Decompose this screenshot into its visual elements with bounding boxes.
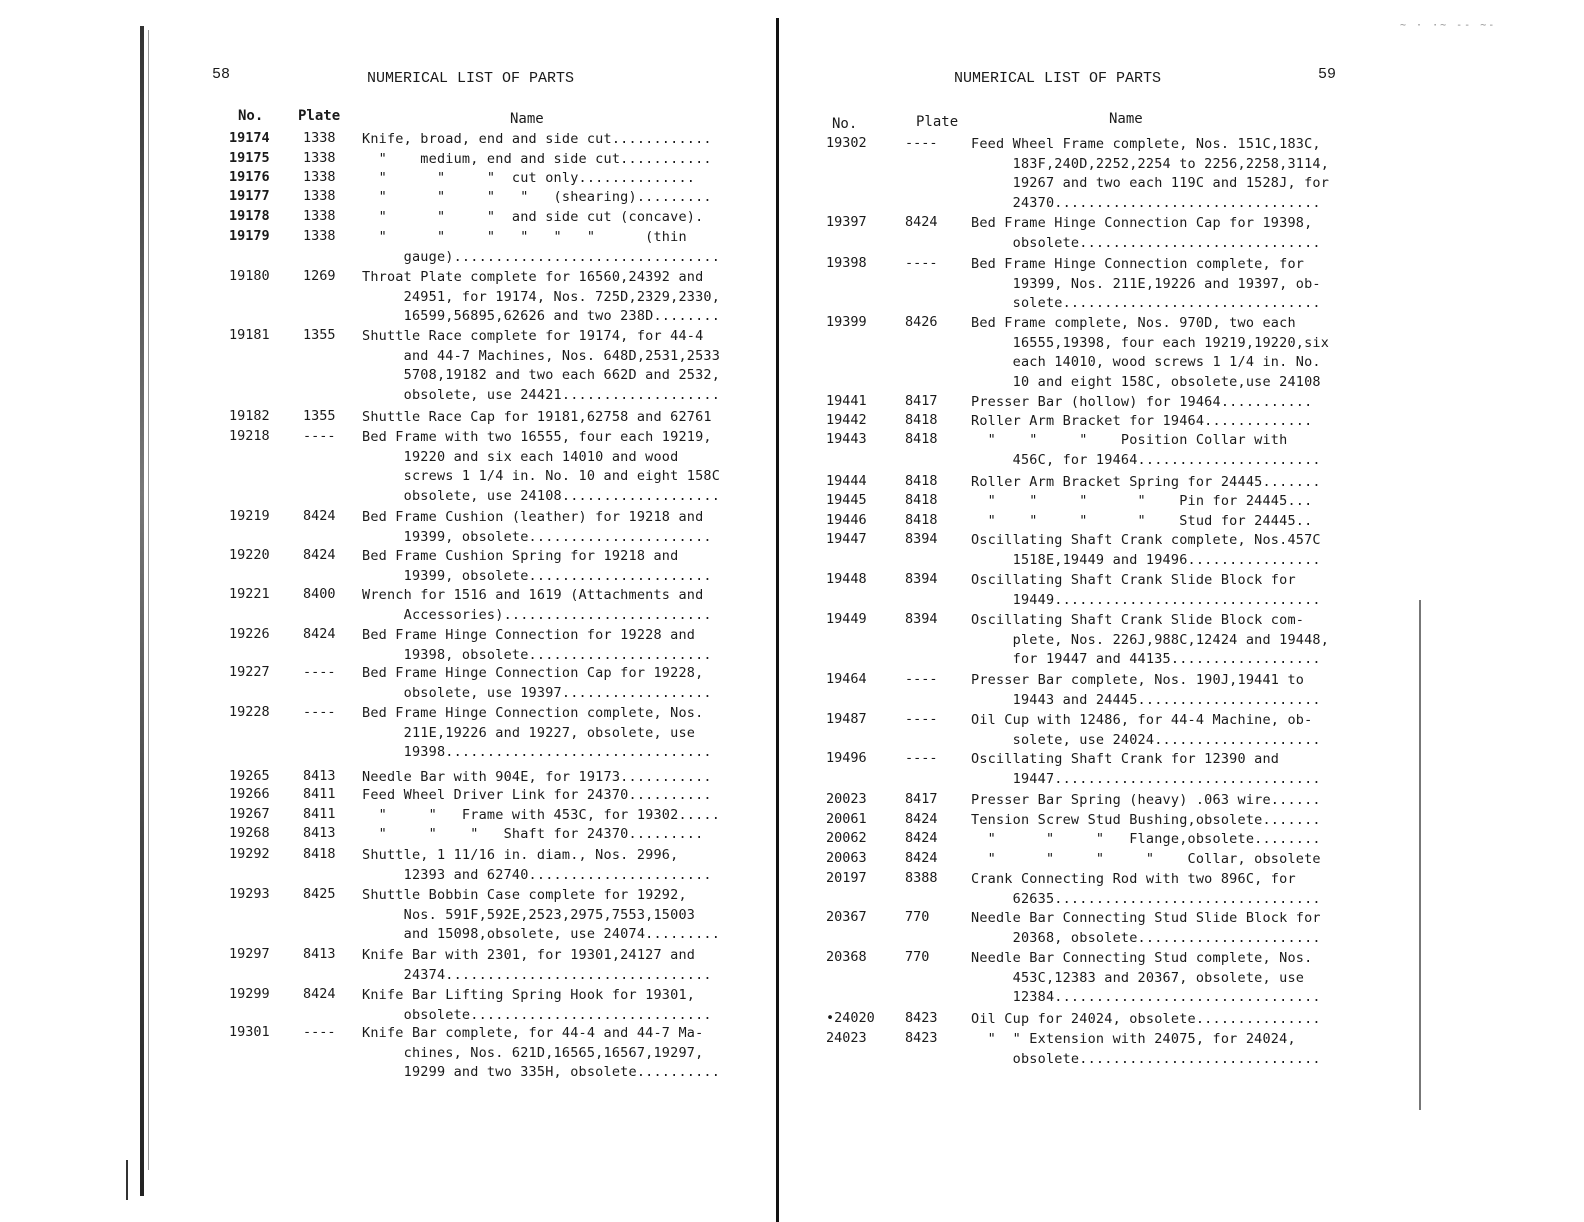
part-name-line: obsolete............................. — [971, 1050, 1321, 1067]
part-name — [971, 949, 1321, 1008]
part-name-line: Roller Arm Bracket Spring for 24445....... — [971, 474, 1321, 490]
plate-number: 1338 — [303, 208, 336, 224]
part-name — [971, 870, 1321, 909]
part-name-line: Bed Frame with two 16555, four each 19219, — [362, 429, 712, 445]
plate-number: 770 — [905, 949, 930, 965]
part-name-line: 12384................................ — [971, 989, 1321, 1006]
plate-number: 8423 — [905, 1010, 938, 1026]
part-number: 19496 — [826, 750, 867, 766]
part-number: 19226 — [229, 626, 270, 642]
plate-number: 8413 — [303, 825, 336, 841]
part-name-line: 183F,240D,2252,2254 to 2256,2258,3114, — [971, 155, 1330, 172]
plate-number: 1355 — [303, 408, 336, 424]
part-name — [362, 768, 712, 788]
part-name-line: Shuttle Race Cap for 19181,62758 and 62761 — [362, 409, 712, 425]
part-name — [971, 314, 1329, 392]
part-name-line: 62635................................ — [971, 890, 1321, 907]
part-name-line: Knife Bar with 2301, for 19301,24127 and — [362, 947, 696, 963]
plate-number: ---- — [303, 664, 336, 680]
part-name-line: Oil Cup with 12486, for 44-4 Machine, ob- — [971, 712, 1313, 728]
plate-number: 1338 — [303, 169, 336, 185]
part-name-line: 19398................................ — [362, 744, 712, 761]
part-number: 19221 — [229, 586, 270, 602]
plate-number: 8424 — [905, 850, 938, 866]
running-head: NUMERICAL LIST OF PARTS — [367, 70, 575, 87]
part-name — [971, 811, 1321, 831]
part-name-line: Shuttle Bobbin Case complete for 19292, — [362, 887, 687, 903]
part-name-line: Knife, broad, end and side cut............ — [362, 131, 712, 147]
plate-number: ---- — [303, 704, 336, 720]
part-name-line: 19399, Nos. 211E,19226 and 19397, ob- — [971, 275, 1321, 292]
part-name — [362, 704, 712, 763]
part-name-line: screws 1 1/4 in. No. 10 and eight 158C — [362, 468, 721, 485]
part-name-line: Bed Frame Hinge Connection complete, for — [971, 256, 1305, 272]
part-name-line: Nos. 591F,592E,2523,2975,7553,15003 — [362, 906, 696, 923]
part-name-line: obsolete, use 19397.................. — [362, 684, 712, 701]
page-number: 59 — [1318, 66, 1337, 83]
part-number: 19174 — [229, 130, 270, 146]
part-name-line: solete, use 24024.................... — [971, 731, 1321, 748]
part-number: 19220 — [229, 547, 270, 563]
part-name-line: " " " Flange,obsolete........ — [971, 831, 1321, 847]
part-name — [362, 327, 720, 405]
part-name — [971, 214, 1321, 253]
part-number: 19228 — [229, 704, 270, 720]
part-name-line: Crank Connecting Rod with two 896C, for — [971, 871, 1296, 887]
plate-number: ---- — [905, 750, 938, 766]
column-header-no: No. — [238, 108, 264, 124]
plate-number: ---- — [905, 255, 938, 271]
part-number: 20062 — [826, 830, 867, 846]
part-number: 19448 — [826, 571, 867, 587]
part-number: 24023 — [826, 1030, 867, 1046]
part-number: 19449 — [826, 611, 867, 627]
part-name — [362, 886, 720, 945]
plate-number: 1338 — [303, 150, 336, 166]
part-name-line: Knife Bar Lifting Spring Hook for 19301, — [362, 987, 696, 1003]
plate-number: 8411 — [303, 806, 336, 822]
part-name — [971, 431, 1321, 470]
part-name-line: Bed Frame Hinge Connection Cap for 19228, — [362, 665, 704, 681]
part-name-line: obsolete............................. — [362, 1006, 712, 1023]
part-name-line: 19447................................ — [971, 770, 1321, 787]
part-name — [971, 135, 1329, 213]
plate-number: 8417 — [905, 791, 938, 807]
part-name — [971, 750, 1321, 789]
part-number: 19301 — [229, 1024, 270, 1040]
part-name-line: Feed Wheel Driver Link for 24370.......... — [362, 787, 712, 803]
part-name-line: Needle Bar with 904E, for 19173........... — [362, 769, 712, 785]
part-name — [362, 806, 720, 826]
plate-number: 8418 — [905, 512, 938, 528]
part-name-line: 16599,56895,62626 and two 238D........ — [362, 308, 721, 325]
part-name-line: Shuttle Race complete for 19174, for 44-4 — [362, 328, 704, 344]
part-name-line: 19299 and two 335H, obsolete.......... — [362, 1064, 721, 1081]
column-header-name: Name — [510, 111, 544, 127]
part-name-line: 12393 and 62740...................... — [362, 866, 712, 883]
part-name — [362, 1024, 720, 1083]
part-name — [362, 946, 712, 985]
part-number: 19299 — [229, 986, 270, 1002]
part-name-line: Throat Plate complete for 16560,24392 and — [362, 269, 704, 285]
plate-number: 8423 — [905, 1030, 938, 1046]
part-name — [362, 130, 712, 150]
part-number: 19267 — [229, 806, 270, 822]
part-name — [362, 508, 712, 547]
plate-number: ---- — [905, 671, 938, 687]
part-name — [362, 825, 703, 845]
part-name-line: 20368, obsolete...................... — [971, 929, 1321, 946]
plate-number: 1269 — [303, 268, 336, 284]
part-name-line: " medium, end and side cut........... — [362, 151, 712, 167]
part-name — [971, 571, 1321, 610]
part-name — [971, 473, 1321, 493]
part-number: 19180 — [229, 268, 270, 284]
part-number: 19397 — [826, 214, 867, 230]
part-number: 19445 — [826, 492, 867, 508]
part-name-line: Needle Bar Connecting Stud Slide Block for — [971, 910, 1321, 926]
part-number: 19302 — [826, 135, 867, 151]
part-name-line: 5708,19182 and two each 662D and 2532, — [362, 367, 721, 384]
part-name-line: Oscillating Shaft Crank Slide Block com- — [971, 612, 1305, 628]
plate-number: 8424 — [905, 214, 938, 230]
plate-number: 8424 — [905, 830, 938, 846]
part-number: 19175 — [229, 150, 270, 166]
part-number: 19177 — [229, 188, 270, 204]
plate-number: 1355 — [303, 327, 336, 343]
part-name-line: Knife Bar complete, for 44-4 and 44-7 Ma- — [362, 1025, 704, 1041]
plate-number: ---- — [303, 1024, 336, 1040]
part-name — [971, 512, 1312, 532]
part-number: 19178 — [229, 208, 270, 224]
part-number: 19444 — [826, 473, 867, 489]
part-number: 19464 — [826, 671, 867, 687]
part-name — [362, 169, 695, 189]
plate-number: ---- — [303, 428, 336, 444]
part-name-line: Wrench for 1516 and 1619 (Attachments and — [362, 587, 704, 603]
part-name — [362, 150, 712, 170]
part-name-line: " " " Shaft for 24370......... — [362, 826, 704, 842]
part-name — [362, 626, 712, 665]
part-number: 20023 — [826, 791, 867, 807]
part-name-line: " " " and side cut (concave). — [362, 209, 704, 225]
part-number: 19266 — [229, 786, 270, 802]
part-name-line: Oil Cup for 24024, obsolete............... — [971, 1011, 1321, 1027]
part-name-line: 24374................................ — [362, 966, 712, 983]
part-name-line: " " Frame with 453C, for 19302..... — [362, 807, 721, 823]
part-name-line: " " Extension with 24075, for 24024, — [971, 1031, 1296, 1047]
plate-number: 1338 — [303, 130, 336, 146]
left-page — [0, 0, 775, 1222]
part-number: 20063 — [826, 850, 867, 866]
part-name-line: Roller Arm Bracket for 19464............. — [971, 413, 1313, 429]
part-name-line: 24951, for 19174, Nos. 725D,2329,2330, — [362, 288, 721, 305]
part-name-line: 453C,12383 and 20367, obsolete, use — [971, 969, 1305, 986]
part-number: 19292 — [229, 846, 270, 862]
part-name — [362, 664, 712, 703]
plate-number: 8424 — [905, 811, 938, 827]
running-head: NUMERICAL LIST OF PARTS — [954, 70, 1162, 87]
part-name-line: 19398, obsolete...................... — [362, 646, 712, 663]
part-name-line: " " " " " " (thin — [362, 229, 687, 245]
part-name-line: Feed Wheel Frame complete, Nos. 151C,183C, — [971, 136, 1321, 152]
part-number: 19176 — [229, 169, 270, 185]
plate-number: 8417 — [905, 393, 938, 409]
part-name-line: and 44-7 Machines, Nos. 648D,2531,2533 — [362, 347, 721, 364]
part-name-line: " " " Position Collar with — [971, 432, 1288, 448]
part-name-line: " " " cut only.............. — [362, 170, 696, 186]
part-name-line: 1518E,19449 and 19496................ — [971, 551, 1321, 568]
column-header-no: No. — [832, 116, 858, 132]
plate-number: ---- — [905, 135, 938, 151]
part-number: 19441 — [826, 393, 867, 409]
part-name — [971, 791, 1321, 811]
part-name — [971, 412, 1312, 432]
part-number: 19268 — [229, 825, 270, 841]
plate-number: 8418 — [303, 846, 336, 862]
part-name — [362, 228, 720, 267]
plate-number: 8424 — [303, 626, 336, 642]
plate-number: 8400 — [303, 586, 336, 602]
part-number: 19446 — [826, 512, 867, 528]
part-number: 19218 — [229, 428, 270, 444]
part-number: 19227 — [229, 664, 270, 680]
part-name-line: " " " " Stud for 24445.. — [971, 513, 1313, 529]
part-name-line: Accessories)......................... — [362, 606, 712, 623]
plate-number: 8418 — [905, 412, 938, 428]
part-number: 19447 — [826, 531, 867, 547]
part-name-line: plete, Nos. 226J,988C,12424 and 19448, — [971, 631, 1330, 648]
part-name-line: each 14010, wood screws 1 1/4 in. No. — [971, 354, 1321, 371]
right-page — [778, 0, 1584, 1222]
part-number: 20197 — [826, 870, 867, 886]
plate-number: 8418 — [905, 431, 938, 447]
plate-number: 1338 — [303, 188, 336, 204]
part-number: 19179 — [229, 228, 270, 244]
part-name-line: Bed Frame Cushion (leather) for 19218 and — [362, 509, 704, 525]
part-number: 19399 — [826, 314, 867, 330]
part-name — [971, 850, 1321, 870]
part-name-line: Oscillating Shaft Crank Slide Block for — [971, 572, 1296, 588]
part-name-line: 16555,19398, four each 19219,19220,six — [971, 334, 1330, 351]
plate-number: 8426 — [905, 314, 938, 330]
page-number: 58 — [212, 66, 231, 83]
part-name — [362, 268, 720, 327]
part-name — [362, 408, 712, 428]
part-name-line: obsolete, use 24421................... — [362, 386, 721, 403]
part-number: 19265 — [229, 768, 270, 784]
part-number: 19487 — [826, 711, 867, 727]
part-number: 20368 — [826, 949, 867, 965]
part-name-line: Needle Bar Connecting Stud complete, Nos. — [971, 950, 1313, 966]
part-name-line: 19267 and two each 119C and 1528J, for — [971, 175, 1330, 192]
part-name-line: Bed Frame complete, Nos. 970D, two each — [971, 315, 1296, 331]
part-name — [362, 208, 703, 228]
part-number: 19219 — [229, 508, 270, 524]
column-header-plate: Plate — [916, 114, 959, 130]
part-name-line: 19399, obsolete...................... — [362, 528, 712, 545]
part-name-line: Oscillating Shaft Crank for 12390 and — [971, 751, 1280, 767]
part-number: 19293 — [229, 886, 270, 902]
part-name — [971, 711, 1321, 750]
part-number: 19398 — [826, 255, 867, 271]
plate-number: 8424 — [303, 508, 336, 524]
part-name-line: 19443 and 24445...................... — [971, 691, 1321, 708]
part-number: 19297 — [229, 946, 270, 962]
part-name-line: " " " " Pin for 24445... — [971, 493, 1313, 509]
part-name — [971, 492, 1312, 512]
part-name-line: Presser Bar Spring (heavy) .063 wire...... — [971, 792, 1321, 808]
part-name-line: chines, Nos. 621D,16565,16567,19297, — [362, 1044, 704, 1061]
plate-number: 8394 — [905, 611, 938, 627]
plate-number: 770 — [905, 909, 930, 925]
plate-number: 8418 — [905, 473, 938, 489]
part-number: •24020 — [826, 1010, 875, 1026]
part-name-line: Presser Bar complete, Nos. 190J,19441 to — [971, 672, 1305, 688]
part-name-line: Shuttle, 1 11/16 in. diam., Nos. 2996, — [362, 847, 679, 863]
part-name — [971, 255, 1321, 314]
part-name-line: Bed Frame Hinge Connection for 19228 and — [362, 627, 696, 643]
part-name-line: Presser Bar (hollow) for 19464........... — [971, 394, 1313, 410]
part-name-line: 19399, obsolete...................... — [362, 567, 712, 584]
part-name — [971, 393, 1312, 413]
part-name-line: and 15098,obsolete, use 24074......... — [362, 926, 721, 943]
part-name-line: 10 and eight 158C, obsolete,use 24108 — [971, 373, 1321, 390]
part-name-line: solete............................... — [971, 295, 1321, 312]
part-name-line: Bed Frame Hinge Connection Cap for 19398, — [971, 215, 1313, 231]
part-name-line: obsolete, use 24108................... — [362, 487, 721, 504]
part-number: 19182 — [229, 408, 270, 424]
plate-number: 1338 — [303, 228, 336, 244]
part-name — [971, 671, 1321, 710]
part-name — [971, 830, 1321, 850]
part-number: 19443 — [826, 431, 867, 447]
part-name-line: for 19447 and 44135.................. — [971, 651, 1321, 668]
plate-number: 8413 — [303, 768, 336, 784]
plate-number: 8388 — [905, 870, 938, 886]
part-name — [971, 611, 1329, 670]
part-name — [362, 586, 712, 625]
part-name-line: 211E,19226 and 19227, obsolete, use — [362, 724, 696, 741]
part-name — [362, 786, 712, 806]
plate-number: 8411 — [303, 786, 336, 802]
part-name — [971, 909, 1321, 948]
part-name — [362, 986, 712, 1025]
plate-number: 8424 — [303, 986, 336, 1002]
part-name — [362, 188, 712, 208]
part-name-line: gauge)................................ — [362, 248, 721, 265]
part-name-line: 456C, for 19464...................... — [971, 451, 1321, 468]
part-name-line: Bed Frame Cushion Spring for 19218 and — [362, 548, 679, 564]
part-name-line: Bed Frame Hinge Connection complete, Nos. — [362, 705, 704, 721]
column-header-name: Name — [1109, 111, 1143, 127]
part-number: 19181 — [229, 327, 270, 343]
part-name-line: " " " " Collar, obsolete — [971, 851, 1321, 867]
plate-number: 8424 — [303, 547, 336, 563]
plate-number: 8394 — [905, 571, 938, 587]
part-name-line: Oscillating Shaft Crank complete, Nos.457C — [971, 532, 1321, 548]
part-name-line: 24370................................ — [971, 194, 1321, 211]
plate-number: 8413 — [303, 946, 336, 962]
part-name-line: 19449................................ — [971, 591, 1321, 608]
part-name — [362, 547, 712, 586]
plate-number: 8418 — [905, 492, 938, 508]
part-number: 20061 — [826, 811, 867, 827]
part-name — [971, 1030, 1321, 1069]
part-name-line: " " " " (shearing)......... — [362, 189, 712, 205]
part-number: 19442 — [826, 412, 867, 428]
part-name — [362, 428, 720, 506]
part-name — [362, 846, 712, 885]
part-name-line: 19220 and six each 14010 and wood — [362, 448, 679, 465]
plate-number: ---- — [905, 711, 938, 727]
part-name-line: Tension Screw Stud Bushing,obsolete....... — [971, 812, 1321, 828]
column-header-plate: Plate — [298, 108, 341, 124]
plate-number: 8394 — [905, 531, 938, 547]
scan-artifact: ~ · ·~ -- ~- — [1400, 20, 1497, 31]
plate-number: 8425 — [303, 886, 336, 902]
part-name — [971, 531, 1321, 570]
part-name — [971, 1010, 1321, 1030]
part-number: 20367 — [826, 909, 867, 925]
part-name-line: obsolete............................. — [971, 234, 1321, 251]
